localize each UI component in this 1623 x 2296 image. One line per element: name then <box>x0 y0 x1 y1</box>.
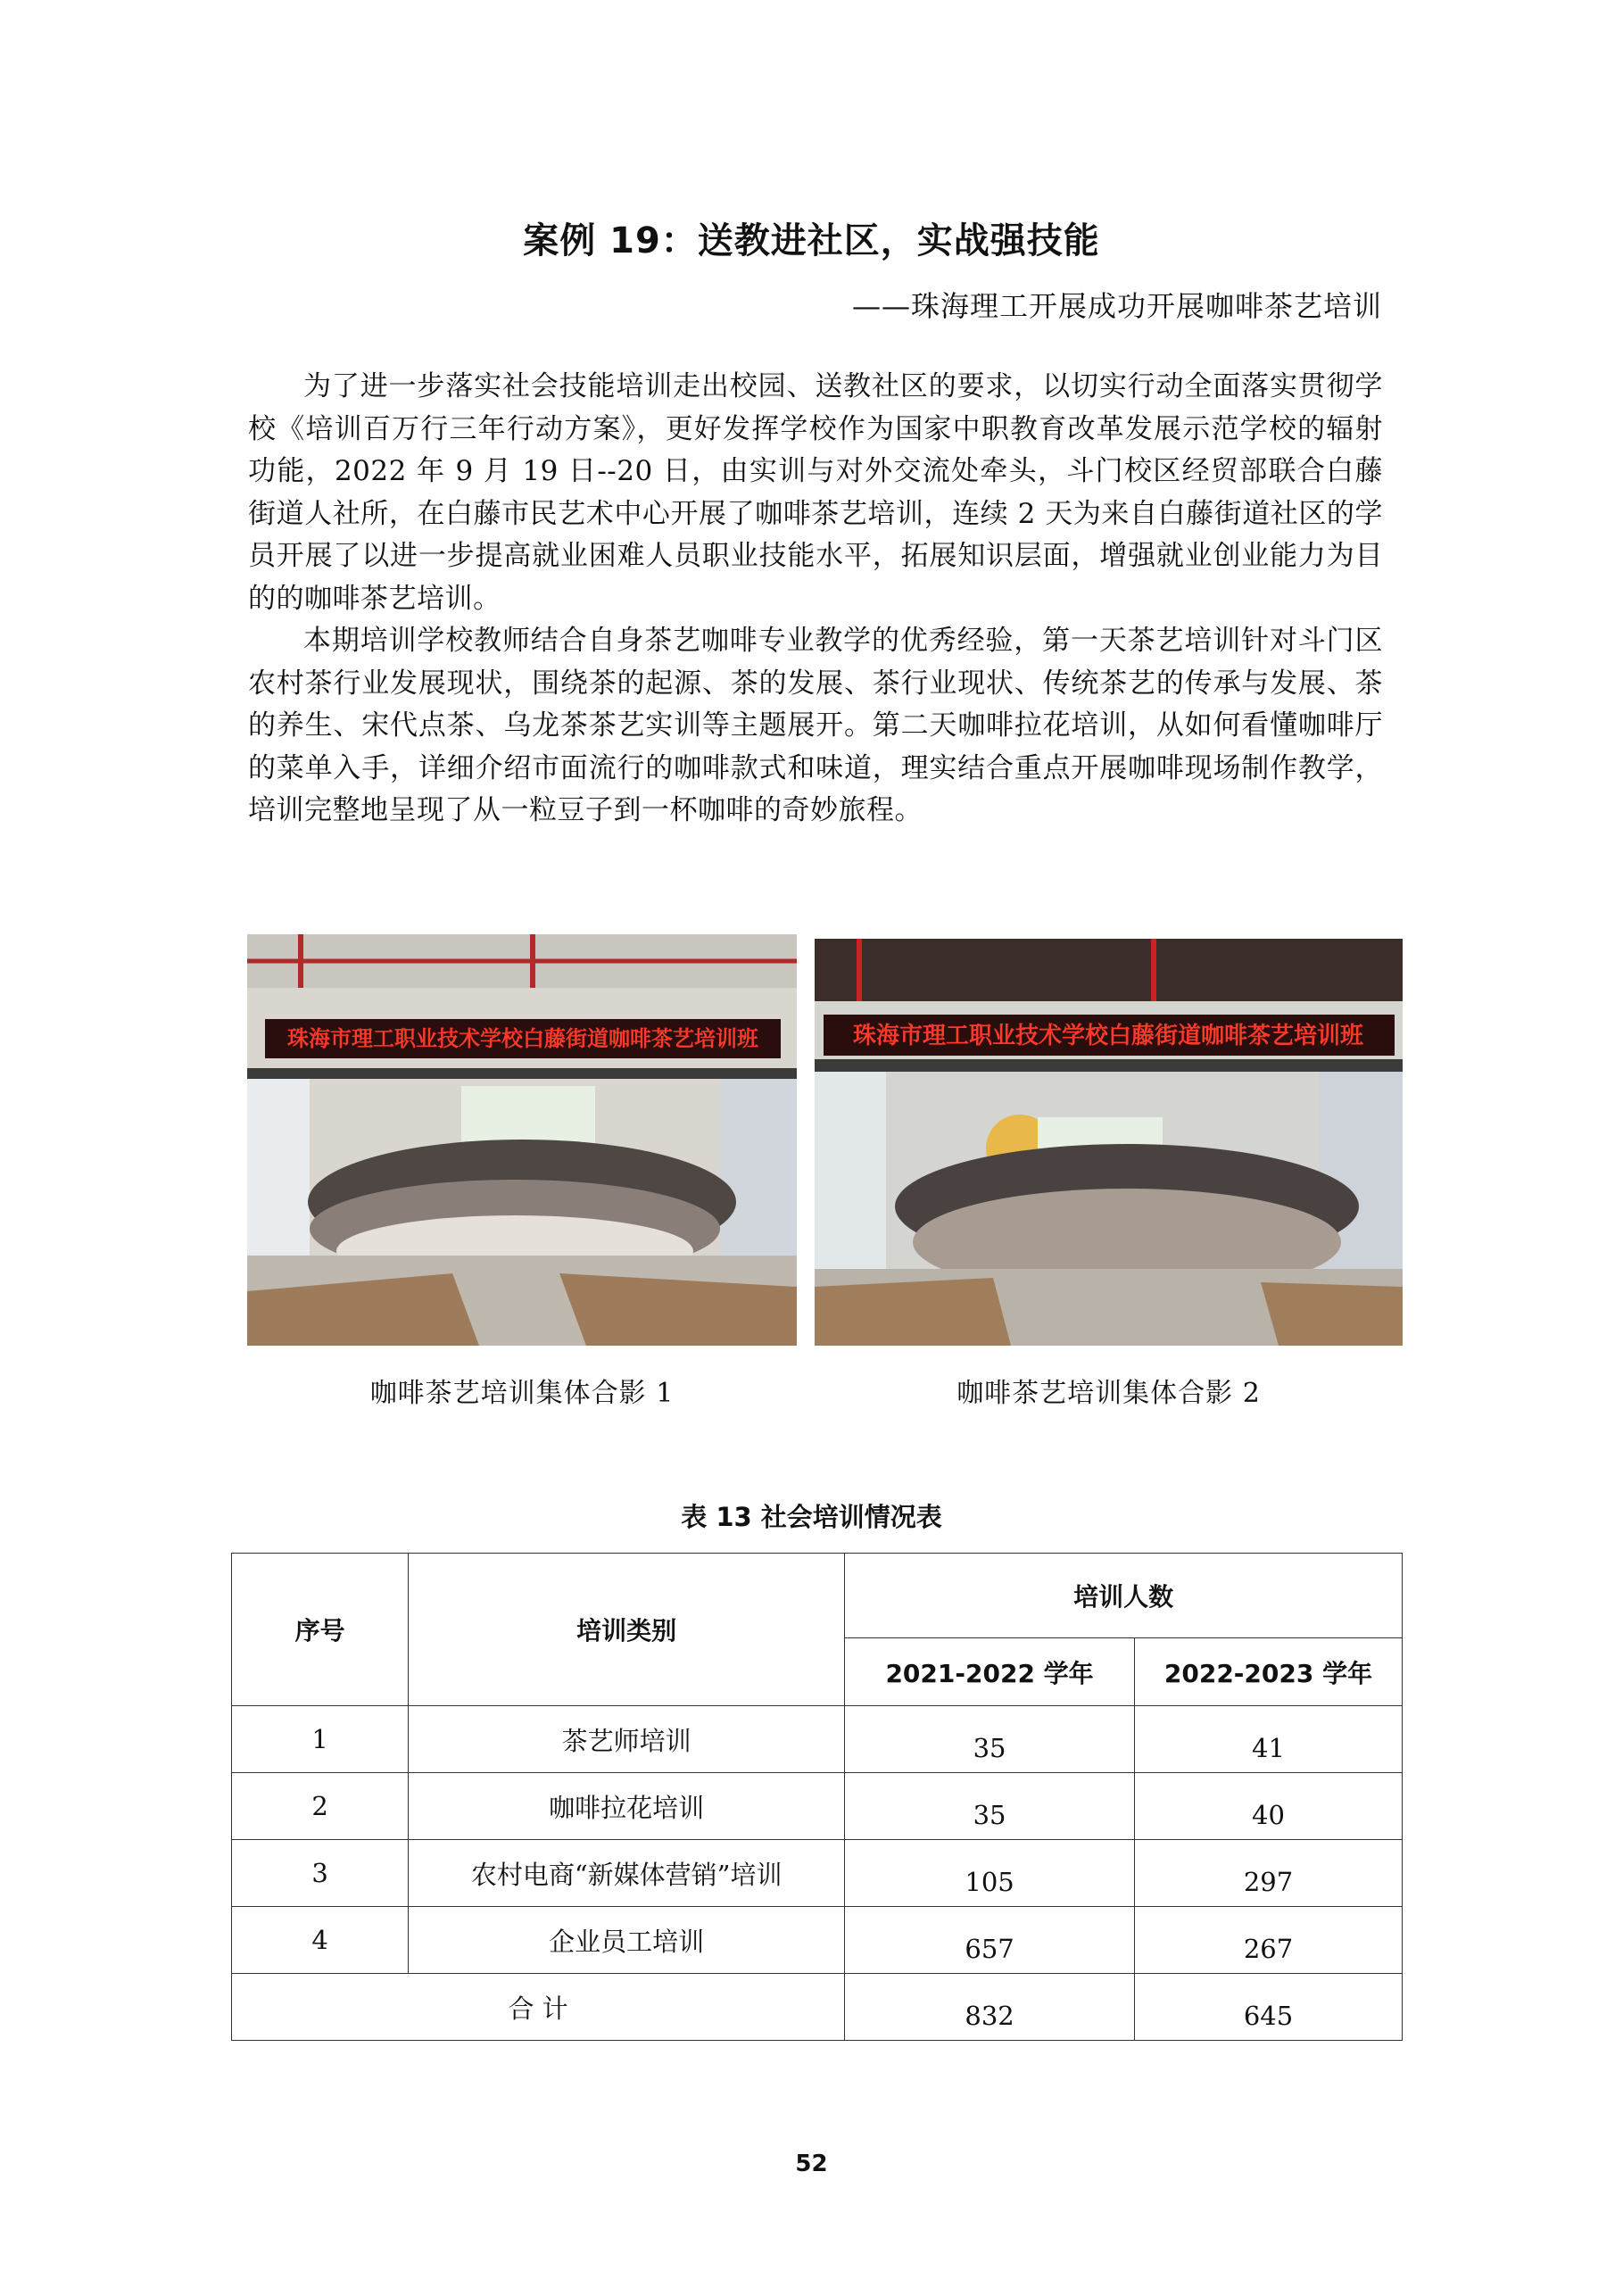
header-year-1: 2021-2022 学年 <box>845 1638 1135 1706</box>
cell-year-2: 297 <box>1135 1840 1403 1907</box>
cell-total-year-1: 832 <box>845 1974 1135 2041</box>
cell-category: 茶艺师培训 <box>409 1706 845 1773</box>
cell-year-2: 40 <box>1135 1773 1403 1840</box>
cell-total-year-2: 645 <box>1135 1974 1403 2041</box>
table-row <box>232 1706 1403 1773</box>
page-number: 52 <box>795 2151 828 2177</box>
page-title: 案例 19：送教进社区，实战强技能 <box>523 220 1100 261</box>
table-title: 表 13 社会培训情况表 <box>681 1502 942 1532</box>
cell-year-1: 35 <box>845 1706 1135 1773</box>
header-index: 序号 <box>232 1554 409 1706</box>
training-table <box>231 1553 1403 2041</box>
group-photo-1 <box>247 934 797 1346</box>
cell-index: 2 <box>232 1773 409 1840</box>
group-photo-2-image <box>815 939 1403 1346</box>
cell-year-1: 35 <box>845 1773 1135 1840</box>
cell-year-2: 41 <box>1135 1706 1403 1773</box>
table-row <box>232 1907 1403 1974</box>
cell-index: 3 <box>232 1840 409 1907</box>
cell-year-2: 267 <box>1135 1907 1403 1974</box>
table-total-row <box>232 1974 1403 2041</box>
header-year-2: 2022-2023 学年 <box>1135 1638 1403 1706</box>
page-subtitle: ——珠海理工开展成功开展咖啡茶艺培训 <box>851 289 1382 323</box>
table-row <box>232 1840 1403 1907</box>
cell-index: 1 <box>232 1706 409 1773</box>
cell-category: 咖啡拉花培训 <box>409 1773 845 1840</box>
group-photo-1-image <box>247 934 797 1346</box>
table-row <box>232 1773 1403 1840</box>
paragraph: 为了进一步落实社会技能培训走出校园、送教社区的要求，以切实行动全面落实贯彻学校《培训百万行三年行动方案》，更好发挥学校作为国家中职教育改革发展示范学校的辐射功能，2022 年 9 月 19 日--20 日，由实训与对外交流处牵头，斗门校区经贸部联合白藤街道人社所，在白藤市民艺术中心开展了咖啡茶艺培训，连续 2 天为来自白藤街道社区的学员开展了以进一步提高就业困难人员职业技能水平，拓展知识层面，增强就业创业能力为目的的咖啡茶艺培训。 <box>248 370 1383 615</box>
cell-year-1: 657 <box>845 1907 1135 1974</box>
cell-category: 企业员工培训 <box>409 1907 845 1974</box>
photo-caption-2: 咖啡茶艺培训集体合影 2 <box>956 1378 1261 1409</box>
paragraph: 本期培训学校教师结合自身茶艺咖啡专业教学的优秀经验，第一天茶艺培训针对斗门区农村茶行业发展现状，围绕茶的起源、茶的发展、茶行业现状、传统茶艺的传承与发展、茶的养生、宋代点茶、乌龙茶茶艺实训等主题展开。第二天咖啡拉花培训，从如何看懂咖啡厅的菜单入手，详细介绍市面流行的咖啡款式和味道，理实结合重点开展咖啡现场制作教学，培训完整地呈现了从一粒豆子到一杯咖啡的奇妙旅程。 <box>248 625 1383 826</box>
photo-banner-text: 珠海市理工职业技术学校白藤街道咖啡茶艺培训班 <box>287 1026 758 1051</box>
photo-banner-text: 珠海市理工职业技术学校白藤街道咖啡茶艺培训班 <box>852 1023 1364 1049</box>
header-category: 培训类别 <box>409 1554 845 1706</box>
cell-year-1: 105 <box>845 1840 1135 1907</box>
group-photo-2 <box>815 939 1403 1346</box>
cell-total-label: 合 计 <box>232 1974 845 2041</box>
photo-caption-1: 咖啡茶艺培训集体合影 1 <box>369 1378 675 1409</box>
cell-index: 4 <box>232 1907 409 1974</box>
article-body <box>248 366 1383 833</box>
header-count: 培训人数 <box>845 1554 1403 1638</box>
cell-category: 农村电商“新媒体营销”培训 <box>409 1840 845 1907</box>
